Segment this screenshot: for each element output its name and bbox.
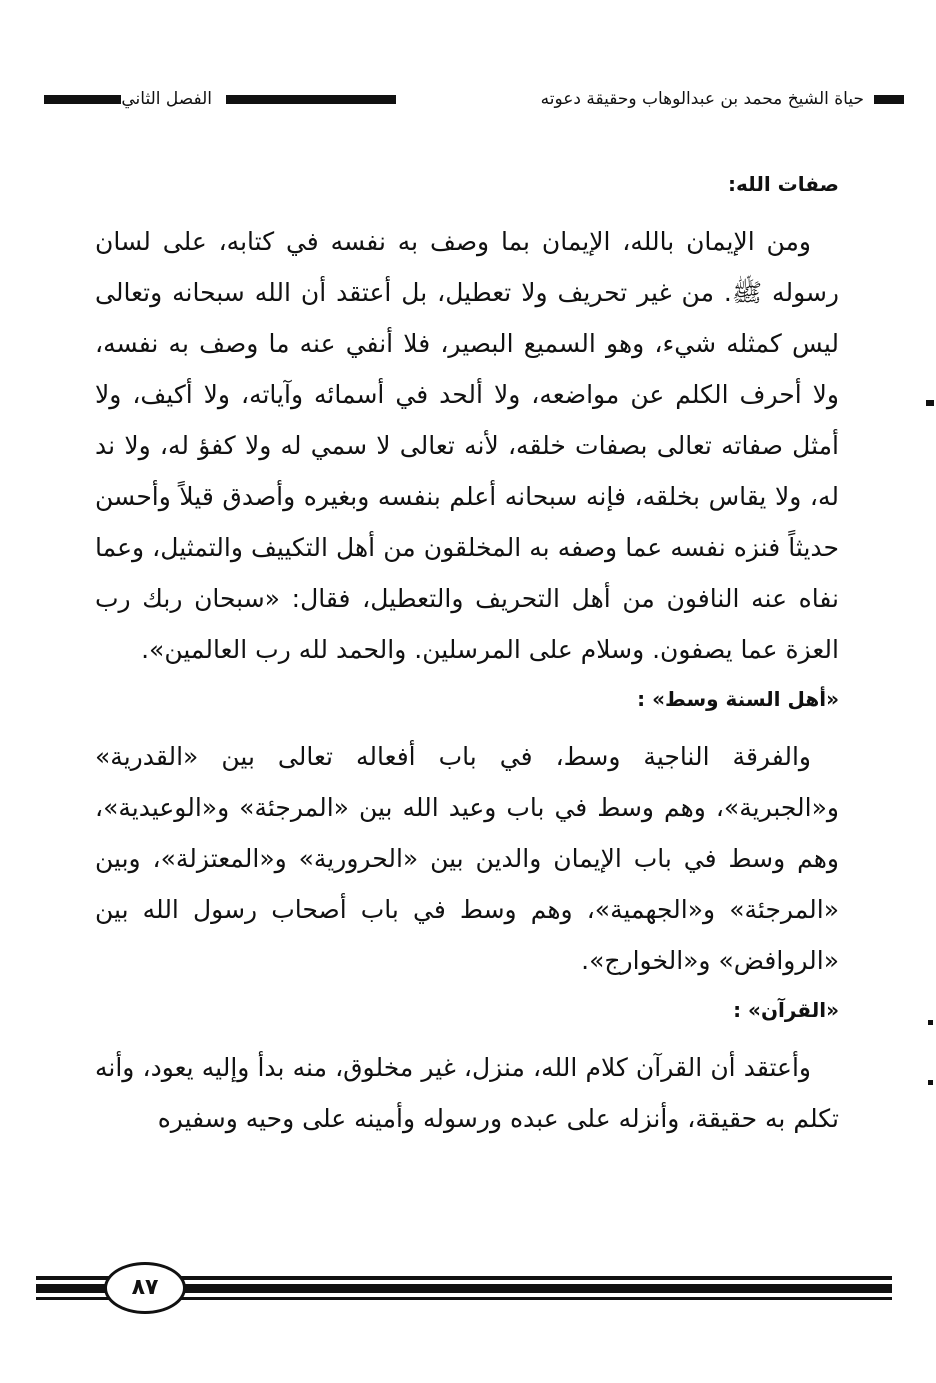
page-number: ٨٧ [104,1262,186,1314]
section-heading: «القرآن» : [733,998,839,1022]
scan-mark [926,400,934,406]
chapter-title: الفصل الثاني [121,86,212,112]
book-title: حياة الشيخ محمد بن عبدالوهاب وحقيقة دعوته [541,86,864,112]
header-rule [44,95,124,104]
scan-mark [928,1080,933,1085]
page-body [95,160,839,1154]
paragraph: ومن الإيمان بالله، الإيمان بما وصف به نفسه في كتابه، على لسان رسوله ﷺ. من غير تحريف ولا تعطيل، بل أعتقد أن الله سبحانه وتعالى ليس كمثله شيء، وهو السميع البصير، فلا أنفي عنه ما وصف به نفسه، ولا أحرف الكلم عن مواضعه، ولا ألحد في أسمائه وآياته، ولا أكيف، ولا أمثل صفاته تعالى بصفات خلقه، لأنه تعالى لا سمي له ولا كفؤ له، ولا ند له، ولا يقاس بخلقه، فإنه سبحانه أعلم بنفسه وبغيره وأصدق قيلاً وأحسن حديثاً فنزه نفسه عما وصفه به المخلقون من أهل التكييف والتمثيل، وعما نفاه عنه النافون من أهل التحريف والتعطيل، فقال: «سبحان ربك رب العزة عما يصفون. وسلام على المرسلين. والحمد لله رب العالمين». [95,227,839,664]
header-rule [226,95,396,104]
running-header [44,86,904,112]
header-rule [874,95,904,104]
page-footer [36,1262,892,1312]
section-heading: صفات الله: [728,172,839,196]
section-heading: «أهل السنة وسط» : [637,687,839,711]
scan-mark [928,1020,933,1025]
paragraph: والفرقة الناجية وسط، في باب أفعاله تعالى بين «القدرية» و«الجبرية»، وهم وسط في باب وعيد الله بين «المرجئة» و«الوعيدية»، وهم وسط في باب الإيمان والدين بين «الحرورية» و«المعتزلة»، وبين «المرجئة» و«الجهمية»، وهم وسط في باب أصحاب رسول الله بين «الروافض» و«الخوارج». [95,742,839,975]
paragraph: وأعتقد أن القرآن كلام الله، منزل، غير مخلوق، منه بدأ وإليه يعود، وأنه تكلم به حقيقة، وأنزله على عبده ورسوله وأمينه على وحيه وسفيره [95,1053,839,1133]
